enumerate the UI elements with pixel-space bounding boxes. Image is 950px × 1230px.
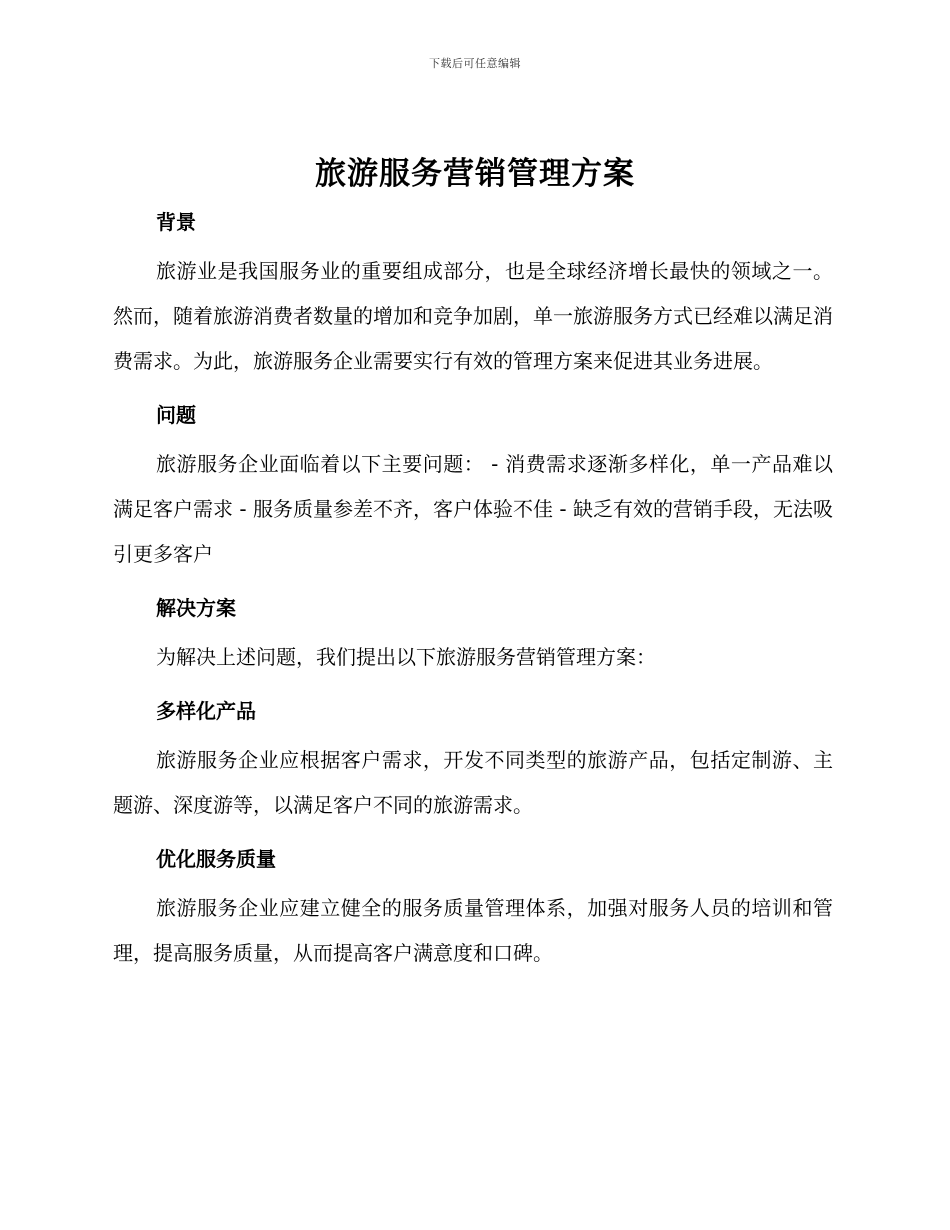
- section-problems: [113, 396, 833, 589]
- section-paragraph: 为解决上述问题，我们提出以下旅游服务营销管理方案：: [156, 645, 656, 669]
- header-note: 下载后可任意编辑: [429, 57, 521, 70]
- section-paragraph: 旅游服务企业面临着以下主要问题： - 消费需求逐渐多样化，单一产品难以满足客户需求 - 服务质量参差不齐，客户体验不佳 - 缺乏有效的营销手段，无法吸引更多客户: [113, 452, 833, 566]
- section-paragraph: 旅游服务企业应根据客户需求，开发不同类型的旅游产品，包括定制游、主题游、深度游等，以满足客户不同的旅游需求。: [113, 748, 833, 817]
- section-background: [113, 203, 833, 396]
- section-heading: 多样化产品: [156, 699, 256, 723]
- section-paragraph: 旅游业是我国服务业的重要组成部分，也是全球经济增长最快的领域之一。然而，随着旅游消费者数量的增加和竞争加剧，单一旅游服务方式已经难以满足消费需求。为此，旅游服务企业需要实行有效的管理方案来促进其业务进展。: [113, 259, 833, 373]
- section-solution: [113, 589, 833, 692]
- section-paragraph: 旅游服务企业应建立健全的服务质量管理体系，加强对服务人员的培训和管理，提高服务质量，从而提高客户满意度和口碑。: [113, 896, 833, 965]
- section-heading: 优化服务质量: [156, 847, 276, 871]
- page-title: 旅游服务营销管理方案: [315, 156, 635, 192]
- section-heading: 解决方案: [156, 596, 236, 620]
- document-body: [113, 203, 833, 976]
- section-service-quality: [113, 840, 833, 976]
- section-diversified-products: [113, 692, 833, 840]
- section-heading: 背景: [156, 210, 196, 234]
- section-heading: 问题: [156, 403, 196, 427]
